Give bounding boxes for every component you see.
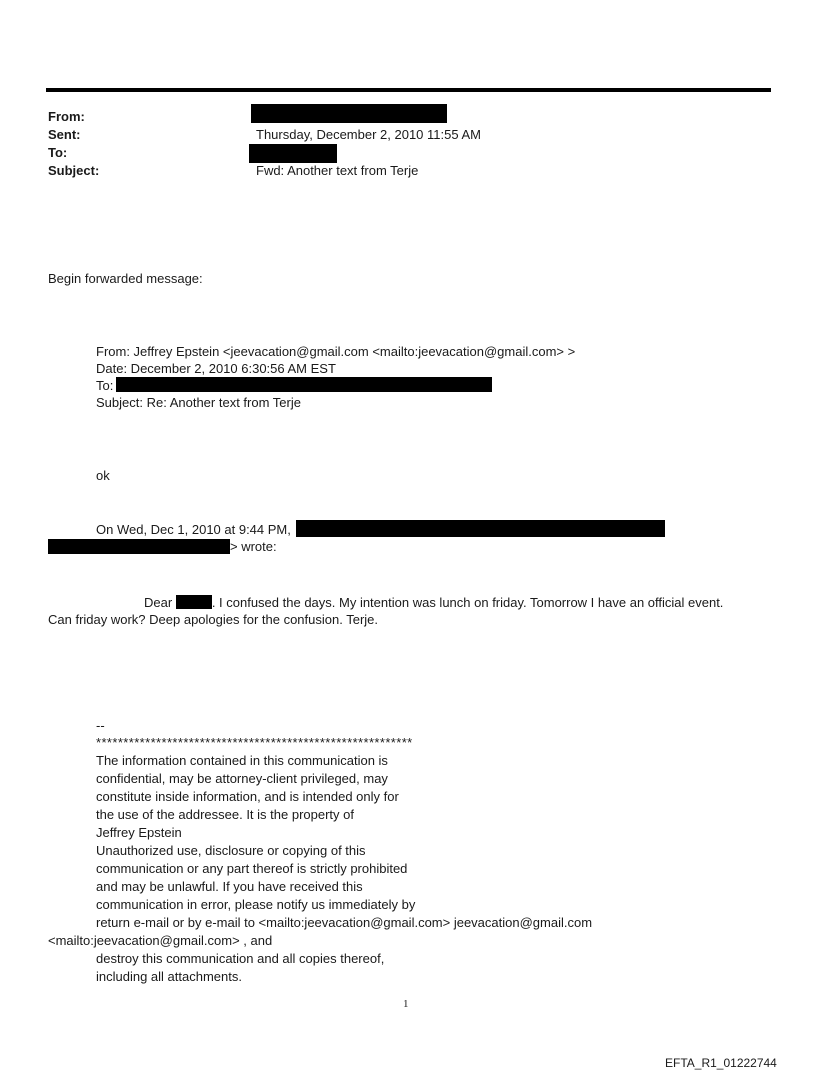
- disclaimer-line: and may be unlawful. If you have received this: [96, 879, 363, 894]
- disclaimer-line: Jeffrey Epstein: [96, 825, 182, 840]
- disclaimer-line: destroy this communication and all copies thereof,: [96, 951, 385, 966]
- disclaimer-line: confidential, may be attorney-client privileged, may: [96, 771, 388, 786]
- disclaimer-line: The information contained in this communication is: [96, 753, 388, 768]
- disclaimer-line: Unauthorized use, disclosure or copying of this: [96, 843, 366, 858]
- forwarded-to-redaction: [116, 377, 492, 392]
- disclaimer-line: return e-mail or by e-mail to <mailto:jeevacation@gmail.com> jeevacation@gmail.com: [96, 915, 593, 930]
- forwarded-from: From: Jeffrey Epstein <jeevacation@gmail.com <mailto:jeevacation@gmail.com> >: [96, 344, 576, 359]
- forwarded-to-label: To:: [96, 378, 114, 393]
- disclaimer-line: communication in error, please notify us immediately by: [96, 897, 416, 912]
- disclaimer-line: including all attachments.: [96, 969, 242, 984]
- recipient-name-redaction: [176, 595, 212, 609]
- page-number: 1: [403, 998, 409, 1010]
- begin-forwarded-text: Begin forwarded message:: [48, 271, 203, 286]
- header-rule: [46, 88, 771, 92]
- quote-sender-redaction: [296, 520, 665, 537]
- message-text-1: . I confused the days. My intention was lunch on friday. Tomorrow I have an official event.: [211, 595, 724, 610]
- disclaimer-line: the use of the addressee. It is the property of: [96, 807, 354, 822]
- forwarded-date: Date: December 2, 2010 6:30:56 AM EST: [96, 361, 336, 376]
- reply-text: ok: [96, 468, 110, 483]
- forwarded-subject: Subject: Re: Another text from Terje: [96, 395, 301, 410]
- to-redaction: [249, 144, 337, 163]
- quote-wrote: > wrote:: [230, 539, 277, 554]
- from-label: From:: [48, 109, 85, 124]
- quote-email-redaction: [48, 539, 230, 554]
- dear-text: Dear: [144, 595, 173, 610]
- signature-stars: **********************************************************: [96, 735, 413, 750]
- from-redaction: [251, 104, 447, 123]
- sent-value: Thursday, December 2, 2010 11:55 AM: [256, 127, 481, 142]
- bates-number: EFTA_R1_01222744: [665, 1056, 777, 1070]
- subject-value: Fwd: Another text from Terje: [256, 163, 419, 178]
- sent-label: Sent:: [48, 127, 81, 142]
- disclaimer-line: constitute inside information, and is intended only for: [96, 789, 399, 804]
- subject-label: Subject:: [48, 163, 100, 178]
- signature-dashes: --: [96, 718, 105, 733]
- disclaimer-wrap-line: <mailto:jeevacation@gmail.com> , and: [48, 933, 273, 948]
- disclaimer-line: communication or any part thereof is strictly prohibited: [96, 861, 408, 876]
- quote-intro: On Wed, Dec 1, 2010 at 9:44 PM,: [96, 522, 291, 537]
- message-line-1: [144, 594, 723, 611]
- to-label: To:: [48, 145, 68, 160]
- message-line-2: Can friday work? Deep apologies for the confusion. Terje.: [48, 612, 379, 627]
